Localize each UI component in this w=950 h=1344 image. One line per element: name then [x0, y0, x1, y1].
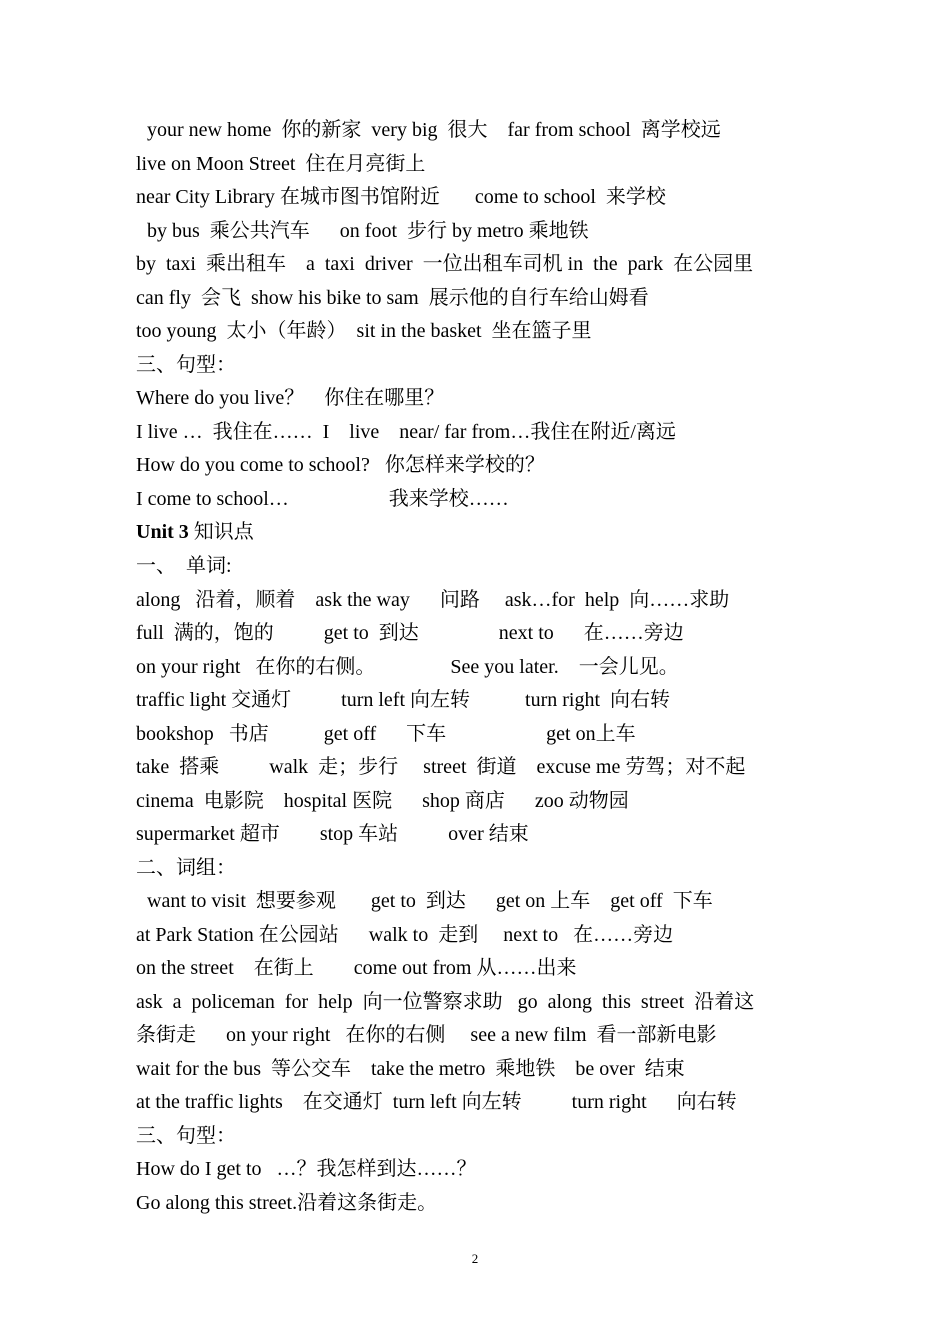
text-line: How do you come to school? 你怎样来学校的？: [136, 454, 545, 476]
text-line: your new home 你的新家 very big 很大 far from school 离学校远: [147, 119, 721, 141]
text-line: 条街走 on your right 在你的右侧 see a new film 看一部新电影: [136, 1024, 717, 1046]
text-line: Go along this street.沿着这条街走。: [136, 1192, 438, 1214]
text-line: by taxi 乘出租车 a taxi driver 一位出租车司机 in the park 在公园里: [136, 253, 754, 275]
text-line: cinema 电影院 hospital 医院 shop 商店 zoo 动物园: [136, 790, 629, 812]
unit-title: [136, 517, 826, 547]
text-line: by bus 乘公共汽车 on foot 步行 by metro 乘地铁: [147, 220, 589, 242]
text-line: live on Moon Street 住在月亮街上: [136, 153, 426, 175]
text-line: I live … 我住在…… I live near/ far from…我住在附近/离远: [136, 421, 676, 443]
text-line: wait for the bus 等公交车 take the metro 乘地铁 be over 结束: [136, 1058, 685, 1080]
section-heading: 二、词组：: [136, 857, 236, 879]
text-line: along 沿着，顺着 ask the way 问路 ask…for help 向……求助: [136, 589, 730, 611]
text-line: near City Library 在城市图书馆附近 come to school 来学校: [136, 186, 666, 208]
unit-subtitle: 知识点: [193, 521, 254, 543]
text-line: can fly 会飞 show his bike to sam 展示他的自行车给山姆看: [136, 287, 649, 309]
text-line: I come to school… 我来学校……: [136, 488, 509, 510]
section-heading: 三、句型：: [136, 1125, 236, 1147]
text-line: too young 太小（年龄） sit in the basket 坐在篮子里: [136, 320, 592, 342]
text-line: supermarket 超市 stop 车站 over 结束: [136, 823, 529, 845]
text-line: bookshop 书店 get off 下车 get on上车: [136, 723, 636, 745]
text-line: at Park Station 在公园站 walk to 走到 next to 在……旁边: [136, 924, 674, 946]
text-line: on the street 在街上 come out from 从……出来: [136, 957, 577, 979]
text-line: traffic light 交通灯 turn left 向左转 turn right 向右转: [136, 689, 671, 711]
page-number: 2: [471, 1251, 479, 1266]
text-line: take 搭乘 walk 走；步行 street 街道 excuse me 劳驾；对不起: [136, 756, 746, 778]
unit-heading: Unit 3: [136, 521, 189, 543]
text-line: How do I get to …？我怎样到达……？: [136, 1158, 477, 1180]
text-line: full 满的，饱的 get to 到达 next to 在……旁边: [136, 622, 684, 644]
section-heading: 一、 单词:: [136, 555, 232, 577]
section-heading: 三、句型：: [136, 354, 236, 376]
text-line: want to visit 想要参观 get to 到达 get on 上车 get off 下车: [147, 890, 713, 912]
text-line: at the traffic lights 在交通灯 turn left 向左转 turn right 向右转: [136, 1091, 737, 1113]
text-line: ask a policeman for help 向一位警察求助 go along this street 沿着这: [136, 991, 755, 1013]
text-line: on your right 在你的右侧。 See you later. 一会儿见。: [136, 656, 679, 678]
text-line: Where do you live？ 你住在哪里？: [136, 387, 445, 409]
